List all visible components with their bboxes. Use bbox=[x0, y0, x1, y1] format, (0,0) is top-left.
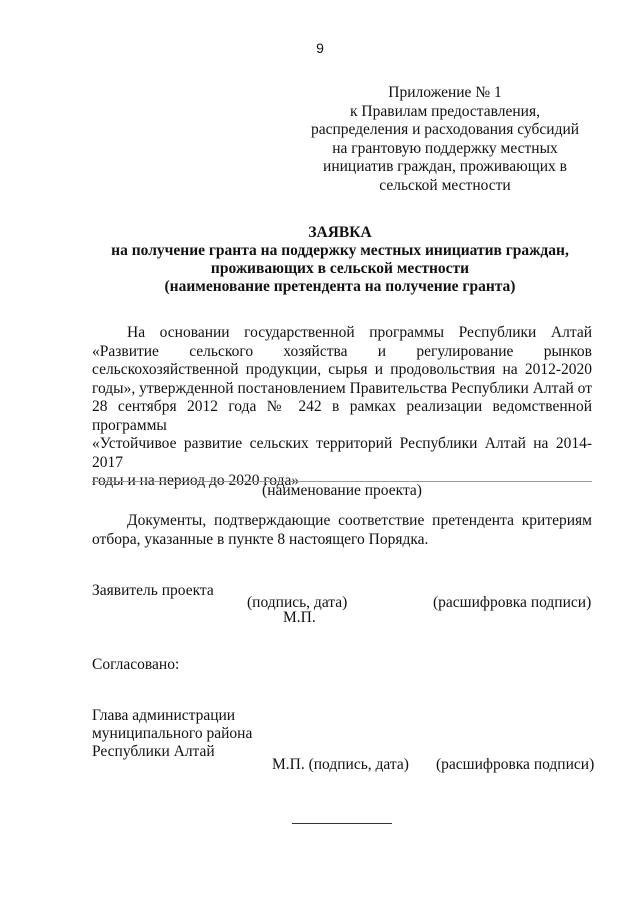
application-heading: ЗАЯВКА bbox=[308, 224, 372, 241]
agreed-label: Согласовано: bbox=[92, 656, 180, 673]
page-number: 9 bbox=[316, 40, 324, 56]
application-subtitle-line: на получение гранта на поддержку местных инициатив граждан, bbox=[111, 242, 569, 259]
appendix-line: инициатив граждан, проживающих в bbox=[323, 158, 567, 175]
appendix-line: распределения и расходования субсидий bbox=[310, 121, 580, 138]
paragraph-line: Документы, подтверждающие соответствие претендента критериям bbox=[127, 512, 592, 529]
end-line bbox=[292, 823, 392, 824]
paragraph-line: сельскохозяйственной продукции, сырья и продовольствия на 2012-2020 bbox=[92, 361, 592, 378]
appendix-block bbox=[300, 84, 590, 195]
appendix-line: сельской местности bbox=[379, 176, 511, 194]
applicant-signature-caption: (подпись, дата) bbox=[247, 594, 348, 611]
paragraph-line: «Развитие сельского хозяйства и регулирование рынков bbox=[92, 342, 592, 360]
applicant-stamp: М.П. bbox=[283, 609, 316, 626]
basis-paragraph bbox=[92, 324, 592, 491]
applicant-name-caption: (наименование претендента на получение гранта) bbox=[164, 278, 516, 295]
appendix-line: Приложение № 1 bbox=[388, 84, 502, 101]
applicant-decoding-caption: (расшифровка подписи) bbox=[433, 594, 592, 611]
paragraph-line: На основании государственной программы Республики Алтай bbox=[127, 324, 592, 341]
head-stamp-signature: М.П. (подпись, дата) bbox=[272, 756, 409, 773]
project-name-caption: (наименование проекта) bbox=[262, 482, 422, 499]
application-title-block bbox=[60, 224, 620, 296]
paragraph-line: годы и на период до 2020 года» bbox=[92, 472, 300, 489]
paragraph-line: «Устойчивое развитие сельских территорий Республики Алтай на 2014-2017 bbox=[92, 435, 592, 471]
appendix-line: к Правилам предоставления, bbox=[350, 102, 540, 120]
head-title-line: муниципального района bbox=[92, 725, 253, 742]
paragraph-line: 28 сентября 2012 года № 242 в рамках реализации ведомственной программы bbox=[92, 398, 592, 434]
appendix-line: на грантовую поддержку местных bbox=[332, 139, 558, 157]
head-title-line: Республики Алтай bbox=[92, 743, 215, 760]
head-decoding-caption: (расшифровка подписи) bbox=[436, 756, 595, 773]
documents-paragraph bbox=[92, 512, 592, 549]
paragraph-line: годы», утвержденной постановлением Правительства Республики Алтай от bbox=[92, 379, 592, 397]
head-title-line: Глава администрации bbox=[92, 707, 236, 724]
applicant-label: Заявитель проекта bbox=[92, 582, 214, 599]
paragraph-line: отбора, указанные в пункте 8 настоящего Порядка. bbox=[92, 530, 429, 548]
application-subtitle-line: проживающих в сельской местности bbox=[210, 260, 470, 277]
